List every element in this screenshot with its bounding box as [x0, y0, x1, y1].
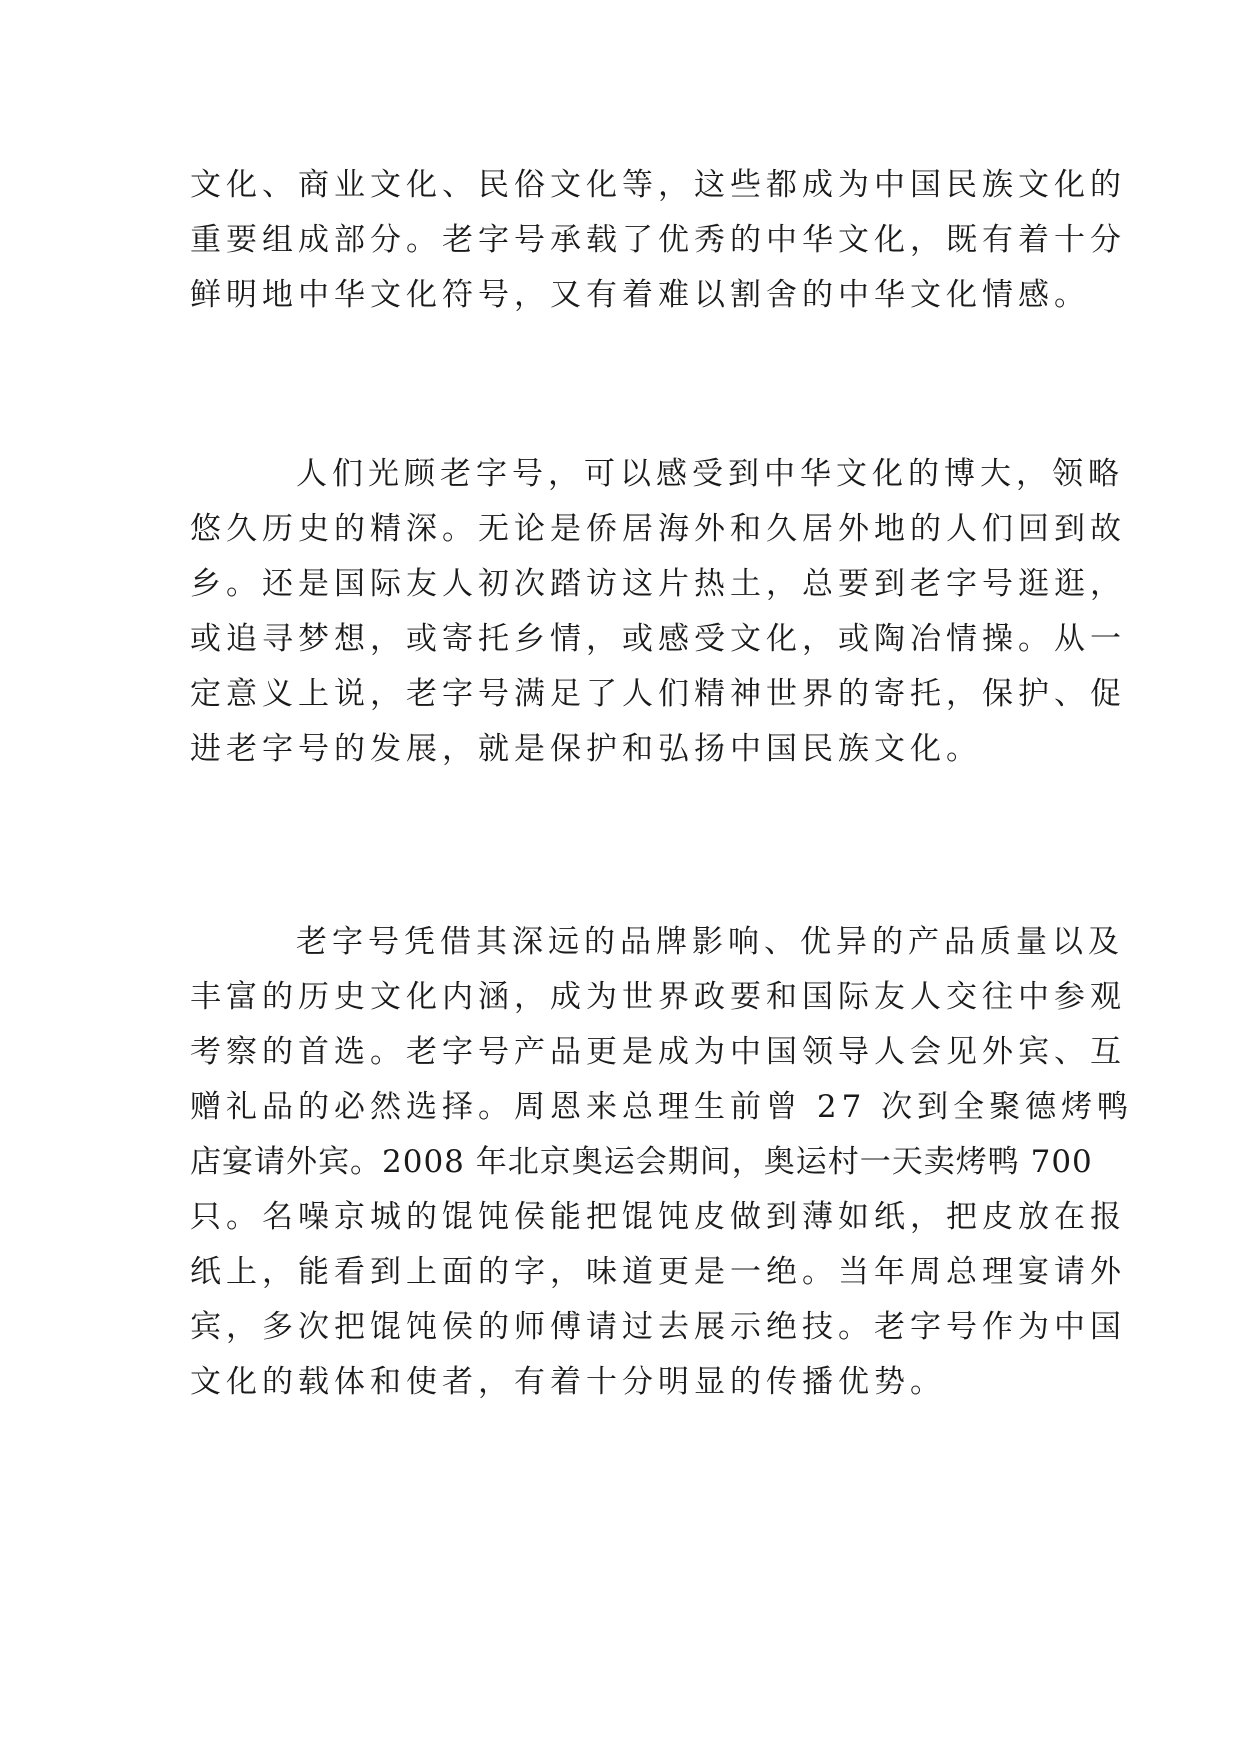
paragraph-line: 定意义上说，老字号满足了人们精神世界的寄托，保护、促	[190, 676, 1126, 712]
paragraph-line: 人们光顾老字号，可以感受到中华文化的博大，领略	[296, 456, 1124, 492]
paragraph-line: 进老字号的发展，就是保护和弘扬中国民族文化。	[190, 731, 982, 767]
paragraph-line: 重要组成部分。老字号承载了优秀的中华文化，既有着十分	[190, 222, 1126, 258]
paragraph-line: 老字号凭借其深远的品牌影响、优异的产品质量以及	[296, 924, 1124, 960]
paragraph-line: 宾，多次把馄饨侯的师傅请过去展示绝技。老字号作为中国	[190, 1309, 1126, 1345]
paragraph-3	[190, 915, 1134, 1410]
paragraph-line: 文化、商业文化、民俗文化等，这些都成为中国民族文化的	[190, 167, 1126, 203]
paragraph-line: 文化的载体和使者，有着十分明显的传播优势。	[190, 1364, 946, 1400]
paragraph-line: 鲜明地中华文化符号，又有着难以割舍的中华文化情感。	[190, 277, 1090, 313]
paragraph-line: 店宴请外宾。2008 年北京奥运会期间，奥运村一天卖烤鸭 700	[190, 1144, 1093, 1180]
paragraph-1	[190, 158, 1126, 323]
paragraph-line: 纸上，能看到上面的字，味道更是一绝。当年周总理宴请外	[190, 1254, 1126, 1290]
paragraph-line: 丰富的历史文化内涵，成为世界政要和国际友人交往中参观	[190, 979, 1126, 1015]
paragraph-line: 悠久历史的精深。无论是侨居海外和久居外地的人们回到故	[190, 511, 1126, 547]
paragraph-2	[190, 447, 1126, 777]
paragraph-line: 赠礼品的必然选择。周恩来总理生前曾 27 次到全聚德烤鸭	[190, 1089, 1134, 1125]
paragraph-line: 乡。还是国际友人初次踏访这片热土，总要到老字号逛逛，	[190, 566, 1126, 602]
paragraph-line: 只。名噪京城的馄饨侯能把馄饨皮做到薄如纸，把皮放在报	[190, 1199, 1126, 1235]
paragraph-line: 或追寻梦想，或寄托乡情，或感受文化，或陶冶情操。从一	[190, 621, 1126, 657]
paragraph-line: 考察的首选。老字号产品更是成为中国领导人会见外宾、互	[190, 1034, 1126, 1070]
